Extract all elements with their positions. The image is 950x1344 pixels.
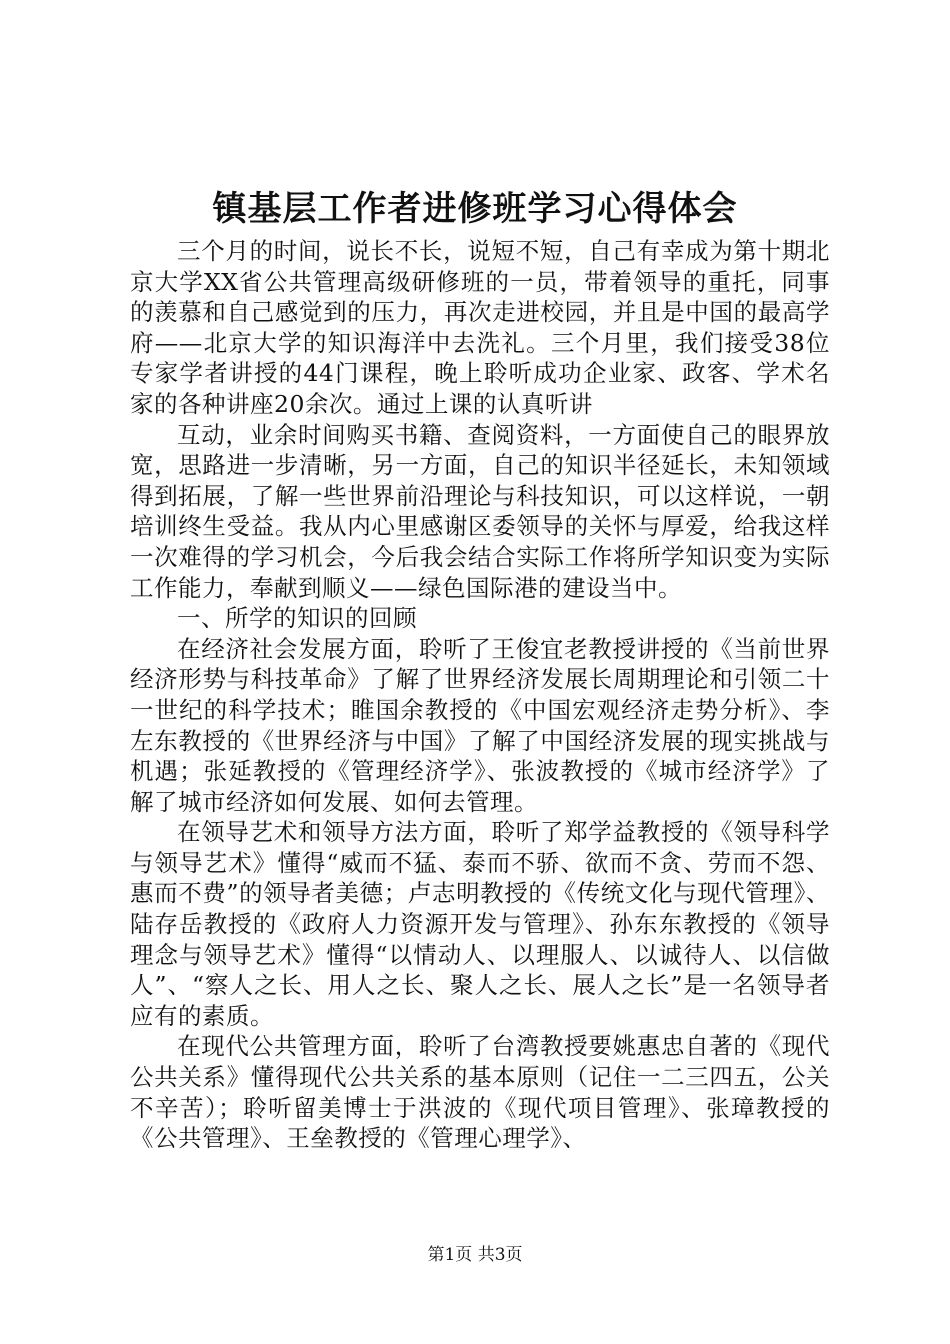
paragraph-economy: 在经济社会发展方面，聆听了王俊宜老教授讲授的《当前世界经济形势与科技革命》了解了世界经济发展长周期理论和引领二十一世纪的科学技术；睢国余教授的《中国宏观经济走势分析》、李左东教授的《世界经济与中国》了解了中国经济发展的现实挑战与机遇；张延教授的《管理经济学》、张波教授的《城市经济学》了解了城市经济如何发展、如何去管理。 — [130, 634, 830, 816]
section-heading: 一、所学的知识的回顾 — [177, 604, 417, 633]
paragraph-gratitude: 互动，业余时间购买书籍、查阅资料，一方面使自己的眼界放宽，思路进一步清晰，另一方面，自己的知识半径延长，未知领域得到拓展，了解一些世界前沿理论与科技知识，可以这样说，一朝培训终生受益。我从内心里感谢区委领导的关怀与厚爱，给我这样一次难得的学习机会，今后我会结合实际工作将所学知识变为实际工作能力，奉献到顺义——绿色国际港的建设当中。 — [130, 420, 830, 602]
page-number-footer: 第1页 共3页 — [427, 1245, 523, 1265]
document-title: 镇基层工作者进修班学习心得体会 — [212, 189, 738, 229]
paragraph-intro: 三个月的时间，说长不长，说短不短，自己有幸成为第十期北京大学XX省公共管理高级研修班的一员，带着领导的重托，同事的羡慕和自己感觉到的压力，再次走进校园，并且是中国的最高学府——北京大学的知识海洋中去洗礼。三个月里，我们接受38位专家学者讲授的44门课程，晚上聆听成功企业家、政客、学术名家的各种讲座20余次。通过上课的认真听讲 — [130, 237, 830, 418]
document-body — [130, 236, 830, 1154]
paragraph-public-management: 在现代公共管理方面，聆听了台湾教授要姚惠忠自著的《现代公共关系》懂得现代公共关系的基本原则（记住一二三四五，公关不辛苦）；聆听留美博士于洪波的《现代项目管理》、张璋教授的《公共管理》、王垒教授的《管理心理学》、 — [130, 1032, 830, 1153]
paragraph-leadership: 在领导艺术和领导方法方面，聆听了郑学益教授的《领导科学与领导艺术》懂得“威而不猛、泰而不骄、欲而不贪、劳而不怨、惠而不费”的领导者美德；卢志明教授的《传统文化与现代管理》、陆存岳教授的《政府人力资源开发与管理》、孙东东教授的《领导理念与领导艺术》懂得“以情动人、以理服人、以诚待人、以信做人”、“察人之长、用人之长、聚人之长、展人之长”是一名领导者应有的素质。 — [130, 818, 830, 1030]
